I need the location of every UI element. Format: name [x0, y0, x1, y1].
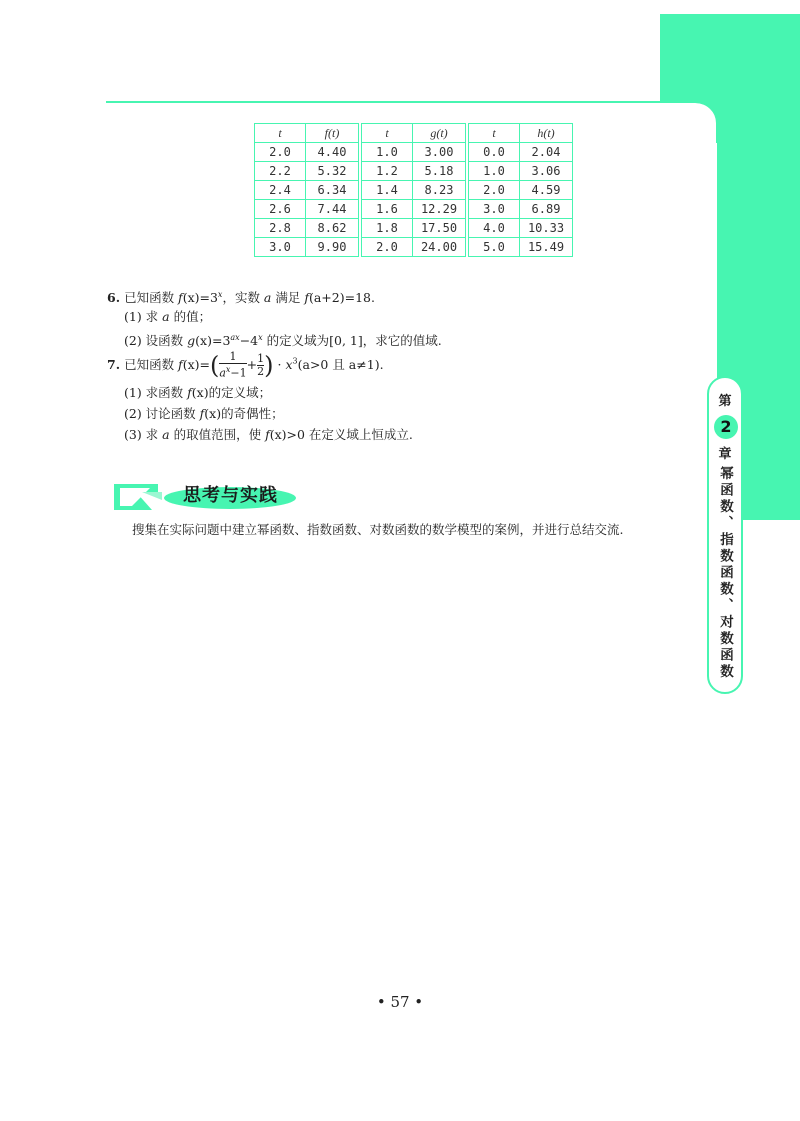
text: (1) 求函数 — [124, 385, 188, 400]
denominator: 2 — [257, 364, 265, 378]
table-cell: 2.0 — [255, 143, 306, 162]
table-row — [255, 162, 573, 181]
table-cell: 3.0 — [255, 238, 306, 257]
chapter-label-di: 第 — [718, 393, 732, 408]
text: −4 — [239, 333, 259, 349]
header-rule — [106, 101, 662, 103]
table-row — [255, 181, 573, 200]
page-number: • 57 • — [376, 993, 424, 1011]
table-cell: 4.40 — [306, 143, 361, 162]
section-text: 搜集在实际问题中建立幂函数、指数函数、对数函数的数学模型的案例，并进行总结交流. — [132, 522, 624, 537]
panel-corner — [662, 101, 718, 143]
table-cell: 1.4 — [360, 181, 413, 200]
table-row — [255, 219, 573, 238]
question-number: 6. — [107, 290, 121, 306]
text: ax — [230, 333, 240, 342]
table-cell: 17.50 — [413, 219, 468, 238]
table-cell: 0.0 — [467, 143, 520, 162]
table-cell: 5.0 — [467, 238, 520, 257]
table-cell: 1.8 — [360, 219, 413, 238]
table-header-row — [255, 124, 573, 143]
numerator: 1 — [229, 350, 237, 363]
chapter-label-zhang: 章 — [718, 446, 732, 461]
text: 3 — [292, 356, 298, 366]
text: (x)的奇偶性； — [204, 406, 284, 421]
table-cell: 24.00 — [413, 238, 468, 257]
text: (x)=3 — [182, 290, 218, 306]
text: g — [187, 333, 196, 349]
table-cell: 2.6 — [255, 200, 306, 219]
question-number: 7. — [107, 356, 121, 372]
text: f — [178, 356, 183, 372]
text: x — [217, 290, 223, 299]
text: f — [187, 385, 192, 400]
text: ，实数 — [222, 290, 264, 306]
table-cell: 7.44 — [306, 200, 361, 219]
chapter-title: 幂函数、指数函数、对数函数 — [718, 466, 733, 681]
table-cell: 1.0 — [467, 162, 520, 181]
table-cell: 4.59 — [520, 181, 573, 200]
text: (x)=3 — [195, 333, 231, 349]
text: f — [199, 406, 205, 421]
question-7-part-2 — [124, 406, 284, 422]
table-header-cell: f(t) — [306, 124, 361, 143]
text: (1) 求 — [124, 309, 163, 324]
table-cell: 2.0 — [467, 181, 520, 200]
numerator: 1 — [257, 351, 265, 365]
table-cell: 8.23 — [413, 181, 468, 200]
text: (a+2)=18. — [308, 290, 375, 306]
table-cell: 2.2 — [255, 162, 306, 181]
table-body — [255, 143, 573, 257]
table-header-cell: h(t) — [520, 124, 573, 143]
text: a — [263, 290, 272, 306]
text: 已知函数 — [124, 356, 179, 372]
text: (a>0 且 a≠1). — [297, 356, 384, 372]
table-cell: 3.00 — [413, 143, 468, 162]
chapter-tab — [707, 376, 743, 694]
text: a — [162, 309, 170, 324]
denominator — [219, 364, 246, 380]
text: 已知函数 — [124, 290, 179, 306]
fraction-1 — [219, 351, 246, 380]
table-cell: 2.0 — [360, 238, 413, 257]
table-cell: 1.0 — [360, 143, 413, 162]
table-cell: 15.49 — [520, 238, 573, 257]
table-cell: 5.32 — [306, 162, 361, 181]
section-title: 思考与实践 — [183, 485, 278, 506]
question-7-part-3 — [124, 427, 413, 443]
table-cell: 3.0 — [467, 200, 520, 219]
table-cell: 3.06 — [520, 162, 573, 181]
table-cell: 1.6 — [360, 200, 413, 219]
text: x — [258, 333, 263, 342]
table-cell: 12.29 — [413, 200, 468, 219]
table-cell: 2.8 — [255, 219, 306, 238]
table-header-cell: t — [360, 124, 413, 143]
text: a — [162, 427, 170, 442]
text: · — [277, 356, 282, 372]
text: f — [265, 427, 270, 442]
question-6-part-1 — [124, 309, 211, 325]
text: −1 — [230, 366, 247, 380]
table-header-cell: t — [467, 124, 520, 143]
text: + — [246, 356, 258, 372]
right-paren: ) — [264, 351, 274, 380]
table-cell: 2.4 — [255, 181, 306, 200]
table-cell: 6.89 — [520, 200, 573, 219]
table-cell: 9.90 — [306, 238, 361, 257]
text: 的定义域为[0, 1]，求它的值域. — [262, 333, 442, 349]
table-cell: 4.0 — [467, 219, 520, 238]
text: a — [219, 366, 226, 380]
question-7-part-1 — [124, 385, 271, 401]
values-table — [254, 123, 573, 257]
text: f — [178, 290, 183, 306]
text: x — [225, 365, 231, 374]
left-paren: ( — [209, 351, 220, 380]
text: (x)= — [182, 356, 210, 372]
text: 满足 — [271, 290, 305, 306]
table-cell: 5.18 — [413, 162, 468, 181]
text: (2) 讨论函数 — [124, 406, 200, 421]
table-cell: 6.34 — [306, 181, 361, 200]
text: x — [285, 356, 293, 372]
text: (2) 设函数 — [124, 333, 188, 349]
table-cell: 2.04 — [520, 143, 573, 162]
table-row — [255, 143, 573, 162]
question-6-part-2 — [124, 330, 442, 349]
table-cell: 8.62 — [306, 219, 361, 238]
text: (x)>0 在定义域上恒成立. — [269, 427, 413, 442]
text: 的取值范围，使 — [169, 427, 266, 442]
question-7-stem — [107, 351, 384, 380]
question-6-stem — [107, 287, 375, 306]
table-row — [255, 200, 573, 219]
table-header-cell: g(t) — [413, 124, 468, 143]
table-row — [255, 238, 573, 257]
table-cell: 10.33 — [520, 219, 573, 238]
table-cell: 1.2 — [360, 162, 413, 181]
text: f — [304, 290, 309, 306]
text: (3) 求 — [124, 427, 163, 442]
text: 的值； — [169, 309, 212, 324]
table-header-cell: t — [255, 124, 306, 143]
text: (x)的定义域； — [191, 385, 272, 400]
chapter-number-badge: 2 — [714, 415, 738, 439]
